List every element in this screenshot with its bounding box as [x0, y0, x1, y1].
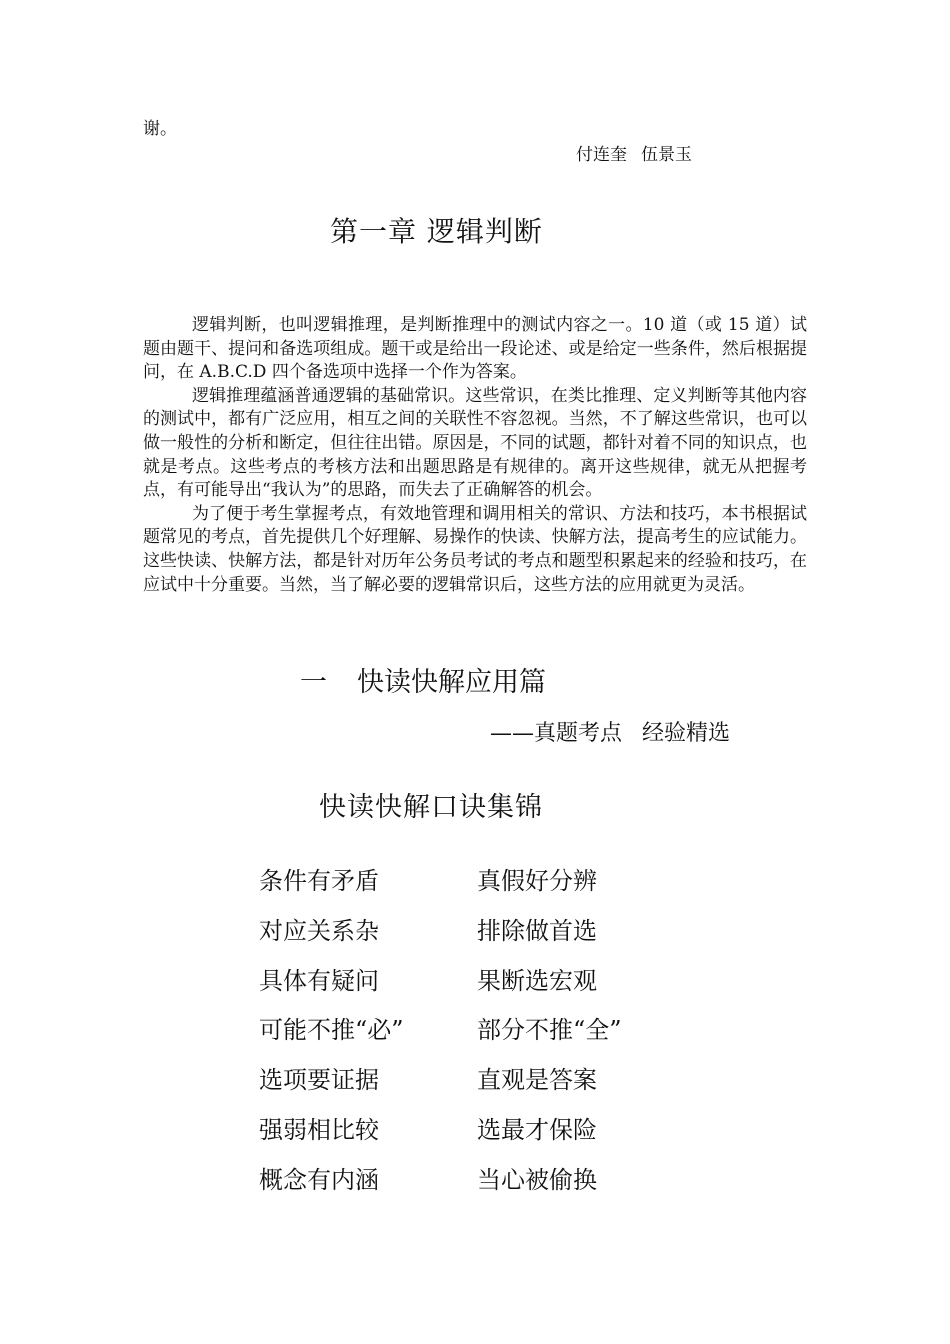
paragraph: 逻辑判断，也叫逻辑推理，是判断推理中的测试内容之一。10 道（或 15 道）试题由题干、提问和备选项组成。题干或是给出一段论述、或是给定一些条件，然后根据提问，在 A.B.C.D 四个备选项中选择一个作为答案。	[143, 315, 807, 383]
mnemonic-row	[259, 1060, 622, 1110]
mnemonic-left: 选项要证据	[259, 1066, 379, 1095]
authors	[576, 140, 706, 165]
body-text	[143, 314, 807, 597]
mnemonic-left: 强弱相比较	[259, 1115, 379, 1144]
mnemonic-right: 果断选宏观	[477, 966, 597, 995]
mnemonic-right: 真假好分辨	[477, 867, 597, 895]
mnemonic-right: 部分不推“全”	[477, 1016, 622, 1045]
section-title	[300, 660, 546, 699]
mnemonic-right: 选最才保险	[477, 1115, 597, 1144]
mnemonic-left: 条件有矛盾	[259, 867, 379, 895]
section-subtitle-prefix: ——真题考点	[490, 721, 623, 746]
mnemonic-title: 快读快解口诀集锦	[319, 792, 543, 823]
mnemonic-row	[259, 1160, 622, 1210]
chapter-title: 第一章 逻辑判断	[330, 215, 543, 248]
section-number: 一	[300, 667, 327, 698]
mnemonic-right: 直观是答案	[477, 1066, 597, 1095]
mnemonic-left: 对应关系杂	[259, 916, 379, 945]
mnemonic-left: 概念有内涵	[259, 1165, 379, 1194]
section-subtitle	[490, 716, 730, 747]
section-subtitle-suffix: 经验精选	[642, 721, 731, 746]
mnemonic-row	[259, 1010, 622, 1060]
mnemonic-right: 排除做首选	[477, 916, 597, 945]
mnemonic-left: 可能不推“必”	[259, 1016, 404, 1045]
mnemonic-row	[259, 961, 622, 1011]
section-title-text: 快读快解应用篇	[357, 667, 546, 698]
mnemonic-row	[259, 861, 622, 911]
mnemonic-row	[259, 1110, 622, 1160]
previous-text-tail: 谢。	[143, 119, 177, 139]
mnemonic-list	[259, 861, 622, 1210]
author-name: 付连奎	[576, 145, 627, 165]
author-name: 伍景玉	[641, 145, 692, 165]
paragraph: 为了便于考生掌握考点，有效地管理和调用相关的常识、方法和技巧，本书根据试题常见的考点，首先提供几个好理解、易操作的快读、快解方法，提高考生的应试能力。这些快读、快解方法，都是针对历年公务员考试的考点和题型积累起来的经验和技巧，在应试中十分重要。当然，当了解必要的逻辑常识后，这些方法的应用就更为灵活。	[143, 503, 807, 595]
mnemonic-right: 当心被偷换	[477, 1165, 597, 1194]
mnemonic-left: 具体有疑问	[259, 966, 379, 995]
mnemonic-row	[259, 911, 622, 961]
paragraph: 逻辑推理蕴涵普通逻辑的基础常识。这些常识，在类比推理、定义判断等其他内容的测试中，都有广泛应用，相互之间的关联性不容忽视。当然，不了解这些常识，也可以做一般性的分析和断定，但往往出错。原因是，不同的试题，都针对着不同的知识点，也就是考点。这些考点的考核方法和出题思路是有规律的。离开这些规律，就无从把握考点，有可能导出“我认为”的思路，而失去了正确解答的机会。	[143, 385, 807, 501]
